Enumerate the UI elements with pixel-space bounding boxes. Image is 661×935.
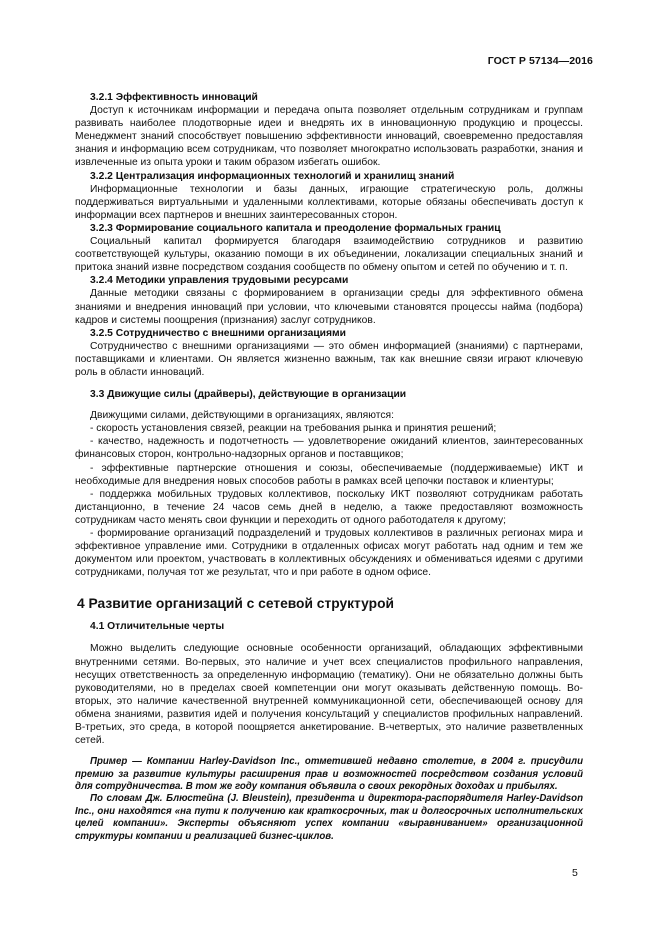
section-3-2-1-title: 3.2.1 Эффективность инноваций [90,92,258,103]
section-3-2-5-title: 3.2.5 Сотрудничество с внешними организациями [90,327,346,339]
drivers-list-item: - формирование организаций подразделений и трудовых коллективов в различных регионах мира и эффективное управление ими. Сотрудники в отдаленных офисах могут работать над одним и тем же документом или проектом, участвовать в коллективных обсуждениях и обмениваться идеями с другими сотрудниками, получая тот же результат, что и при работе в одном офисе. [75,528,583,579]
section-4-1-text: Можно выделить следующие основные особенности организаций, обладающих эффективными внутренними сетями. Во-первых, это наличие и учет всех специалистов профильного направления, несущих ответственность за определенную информацию (тематику). Они не обязательно должны быть руководителями, но в пределах своей компетенции они могут оказывать действенную помощь. Во-вторых, это наличие качественной внутренней коммуникационной сети, обеспечивающей основу для обмена знаниями, развития идей и получения консультаций у специалистов профильных направлений. В-третьих, это среда, в которой поощряется анкетирование. В-четвертых, это наличие разветвленных сетей. [75,643,583,747]
chapter-4-title: 4 Развитие организаций с сетевой структурой [77,596,394,612]
standard-header: ГОСТ Р 57134—2016 [487,55,593,67]
page-number: 5 [572,867,578,879]
section-3-2-4-title: 3.2.4 Методики управления трудовыми ресурсами [90,275,349,287]
example-paragraph-1: Пример — Компании Harley-Davidson Inc., отметившей недавно столетие, в 2004 г. присудили премию за развитие культуры расширения прав и возможностей посредством создания условий для сотрудничества. В том же году компания объявила о своих рекордных доходах и прибылях. [75,756,583,793]
section-3-2-2-text: Информационные технологии и базы данных, играющие стратегическую роль, должны поддерживаться виртуальными и удаленными коллективами, которые обязаны обеспечивать доступ к информации всех партнеров и внешних заинтересованных сторон. [75,183,583,221]
section-3-2-2-title: 3.2.2 Централизация информационных технологий и хранилищ знаний [90,170,455,182]
section-3-3-intro: Движущими силами, действующими в организациях, являются: [90,410,394,422]
section-3-2-5-text: Сотрудничество с внешними организациями — это обмен информацией (знаниями) с партнерами, поставщиками и клиентами. Он является жизненно важным, так как внешние связи играют ключевую роль в области инноваций. [75,340,583,378]
drivers-list-item: - поддержка мобильных трудовых коллективов, поскольку ИКТ позволяют сотрудникам работать дистанционно, в течение 24 часов семь дней в неделю, а также предоставляют возможность сотрудникам часто менять свои функции и переходить от одного работодателя к другому; [75,488,583,526]
drivers-list-item: - эффективные партнерские отношения и союзы, обеспечиваемые (поддерживаемые) ИКТ и необходимые для внедрения новых способов работы в рамках всей цепочки поставок и клиентуры; [75,462,583,487]
example-paragraph-2: По словам Дж. Блюстейна (J. Bleustein), президента и директора-распорядителя Harley-Davidson Inc., они находятся «на пути к получению как краткосрочных, так и долгосрочных исполнительских целей компании». Эксперты объясняют успех компании «выравниванием» организационной структуры компании и реализацией бизнес-циклов. [75,793,583,842]
document-body [75,91,583,843]
section-3-2-4-text: Данные методики связаны с формированием в организации среды для эффективного обмена знаниями и внедрения инноваций при условии, что ключевыми становятся процессы найма (подбора) кадров и системы поощрения (признания) заслуг сотрудников. [75,288,583,326]
section-4-1-title: 4.1 Отличительные черты [90,621,225,633]
drivers-list-item: - качество, надежность и подотчетность — удовлетворение ожиданий клиентов, заинтересованных финансовых сторон, контрольно-надзорных органов и поставщиков; [75,436,583,461]
drivers-list-item: - скорость установления связей, реакции на требования рынка и принятия решений; [90,423,497,435]
section-3-2-1-text: Доступ к источникам информации и передача опыта позволяет отдельным сотрудникам и группам развивать наиболее плодотворные идеи и внедрять их в инновационную продукцию и процессы. Менеджмент знаний способствует повышению эффективности инноваций, своевременно предоставляя знания и информацию всем сотрудникам, что позволяет многократно использовать разработки, знания и извлеченные из опыта уроки и таким образом избегать ошибок. [75,105,583,169]
section-3-2-3-text: Социальный капитал формируется благодаря взаимодействию сотрудников и развитию соответствующей культуры, оказанию помощи в их объединении, локализации специальных знаний и притока знаний извне посредством создания сообществ по обмену опытом и сетей по обучению и т. п. [75,236,583,274]
section-3-2-3-title: 3.2.3 Формирование социального капитала и преодоление формальных границ [90,222,501,234]
section-3-3-title: 3.3 Движущие силы (драйверы), действующие в организации [90,389,407,401]
example-note [75,756,583,843]
